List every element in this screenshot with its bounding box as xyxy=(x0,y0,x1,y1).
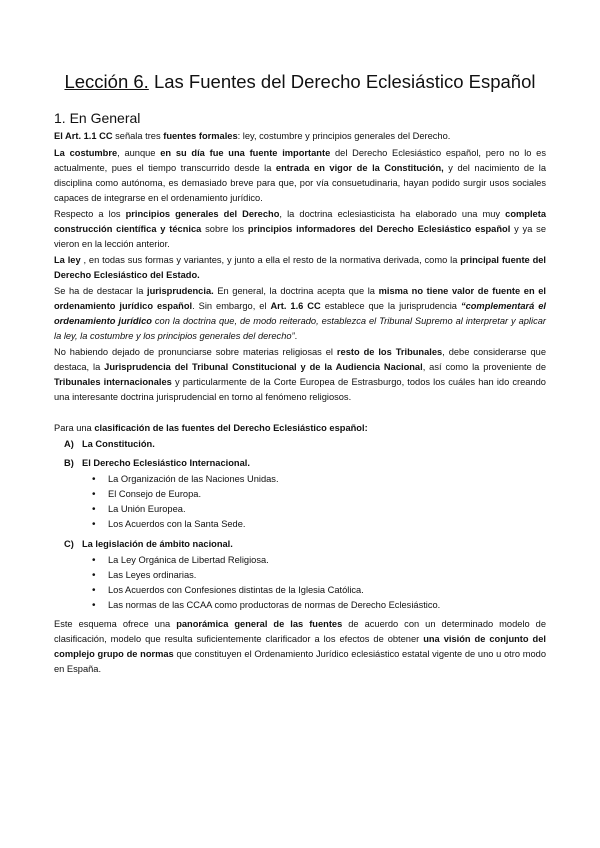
list-section-b: B) El Derecho Eclesiástico Internacional. xyxy=(64,458,250,468)
paragraph-scheme-summary: Este esquema ofrece una panorámica general de las fuentes de acuerdo con un determinado modelo de clasificación, modelo que resulta suficientemente clarificador a los efectos de obtener una visión de conjunto del complejo grupo de normas que constituyen el Ordenamiento Jurídico eclesiástico estatal vigente de uno u otro modo en España. xyxy=(54,619,547,674)
list-item: •Los Acuerdos con Confesiones distintas de la Iglesia Católica. xyxy=(92,583,364,599)
bullet-icon xyxy=(92,487,108,503)
bullet-icon xyxy=(92,553,108,569)
list-item: •El Consejo de Europa. xyxy=(92,487,201,503)
bullet-icon xyxy=(92,502,108,518)
paragraph-classification-intro: Para una clasificación de las fuentes del Derecho Eclesiástico español: xyxy=(54,423,368,433)
section-heading: 1. En General xyxy=(54,110,141,126)
list-item: •La Ley Orgánica de Libertad Religiosa. xyxy=(92,553,269,569)
list-item: •Las Leyes ordinarias. xyxy=(92,568,196,584)
paragraph-law: La ley , en todas sus formas y variantes, y junto a ella el resto de la normativa derivada, como la principal fuente del Derecho Eclesiástico del Estado. xyxy=(54,255,546,280)
list-section-c: C) La legislación de ámbito nacional. xyxy=(64,539,233,549)
lesson-title: Las Fuentes del Derecho Eclesiástico Español xyxy=(148,71,536,92)
paragraph-formal-sources: El Art. 1.1 CC señala tres fuentes formales: ley, costumbre y principios generales del Derecho. xyxy=(54,131,451,141)
list-item: •La Organización de las Naciones Unidas. xyxy=(92,472,279,488)
list-section-a: A) La Constitución. xyxy=(64,439,155,449)
bullet-icon xyxy=(92,517,108,533)
lesson-number: Lección 6. xyxy=(64,71,149,92)
paragraph-tribunals: No habiendo dejado de pronunciarse sobre materias religiosas el resto de los Tribunales, debe considerarse que destaca, la Jurisprudencia del Tribunal Constitucional y de la Audiencia Nacional, así como la proveniente de Tribunales internacionales y particularmente de la Corte Europea de Estrasburgo, todos los cuáles han ido creando una interesante doctrina jurisprudencial en torno al fenómeno religiosos. xyxy=(54,347,547,402)
bullet-icon xyxy=(92,568,108,584)
bullet-icon xyxy=(92,472,108,488)
paragraph-general-principles: Respecto a los principios generales del Derecho, la doctrina eclesiasticista ha elaborado una muy completa construcción científica y técnica sobre los principios informadores del Derecho Eclesiástico español y ya se vieron en la lección anterior. xyxy=(54,209,546,249)
bullet-icon xyxy=(92,598,108,614)
page-title xyxy=(0,70,600,94)
paragraph-jurisprudence: Se ha de destacar la jurisprudencia. En general, la doctrina acepta que la misma no tiene valor de fuente en el ordenamiento jurídico español. Sin embargo, el Art. 1.6 CC establece que la jurisprudencia “complementará el ordenamiento jurídico con la doctrina que, de modo reiterado, establezca el Tribunal Supremo al interpretar y aplicar la ley, la costumbre y los principios generales del derecho”. xyxy=(54,286,547,341)
bullet-icon xyxy=(92,583,108,599)
list-item: •Los Acuerdos con la Santa Sede. xyxy=(92,517,245,533)
list-item: •Las normas de las CCAA como productoras de normas de Derecho Eclesiástico. xyxy=(92,598,440,614)
list-item: •La Unión Europea. xyxy=(92,502,186,518)
paragraph-custom: La costumbre, aunque en su día fue una fuente importante del Derecho Eclesiástico español, pero no lo es actualmente, pues el tiempo transcurrido desde la entrada en vigor de la Constitución, y del nacimiento de la disciplina como autónoma, es demasiado breve para que, por vía consuetudinaria, hayan podido surgir usos sociales capaces de integrarse en el ordenamiento jurídico. xyxy=(54,148,547,203)
